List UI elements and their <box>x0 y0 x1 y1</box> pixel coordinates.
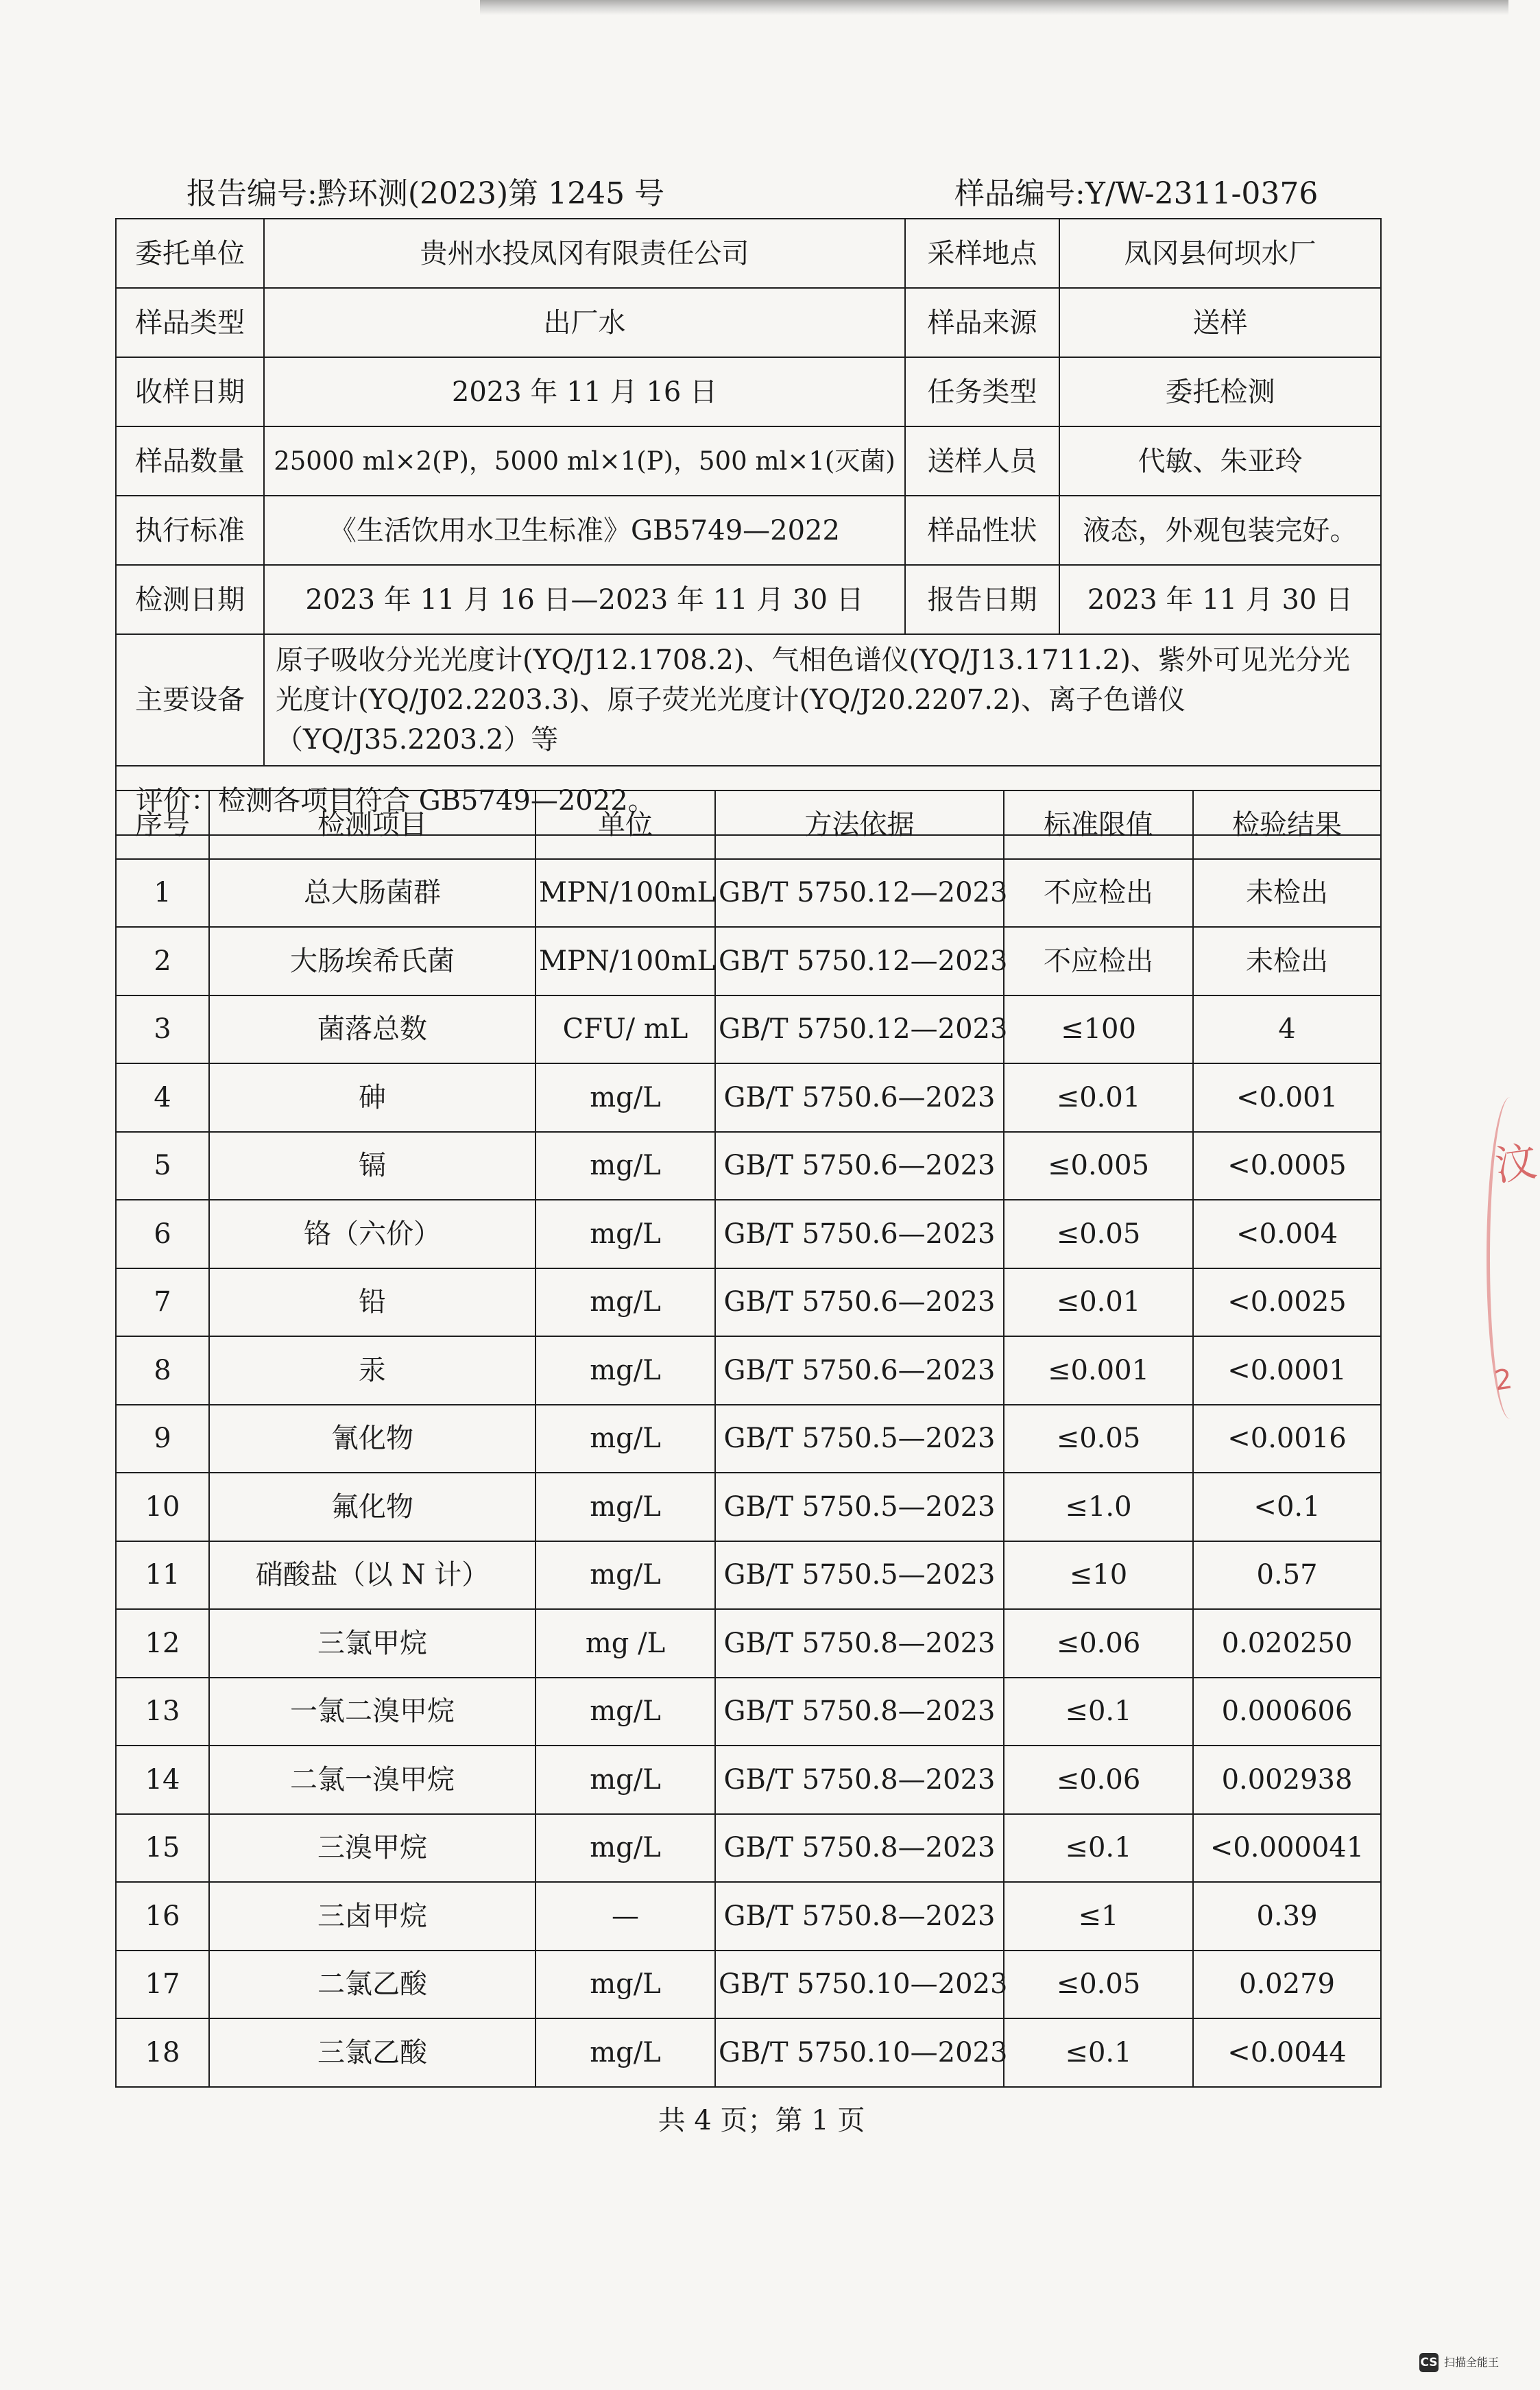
test-item-cell: 三卤甲烷 <box>209 1882 536 1951</box>
test-item-cell: 砷 <box>209 1063 536 1132</box>
report-date-value: 2023 年 11 月 30 日 <box>1059 565 1381 634</box>
table-row <box>116 1746 1381 1814</box>
table-row <box>116 1268 1381 1337</box>
test-item-cell: 二氯一溴甲烷 <box>209 1746 536 1814</box>
row-index-cell: 12 <box>116 1609 209 1678</box>
unit-cell: mg/L <box>536 1951 715 2019</box>
limit-cell: ≤0.01 <box>1004 1063 1193 1132</box>
unit-cell: mg/L <box>536 1541 715 1610</box>
method-cell: GB/T 5750.8—2023 <box>715 1609 1004 1678</box>
result-cell: 0.0279 <box>1193 1951 1381 2019</box>
unit-cell: mg/L <box>536 1473 715 1541</box>
condition-value: 液态，外观包装完好。 <box>1059 496 1381 565</box>
unit-cell: CFU/ mL <box>536 995 715 1064</box>
equipment-label: 主要设备 <box>116 634 264 766</box>
task-label: 任务类型 <box>905 357 1059 426</box>
scanner-name: 扫描全能王 <box>1444 2356 1500 2369</box>
unit-cell: — <box>536 1882 715 1951</box>
unit-cell: MPN/100mL <box>536 927 715 995</box>
limit-cell: ≤0.1 <box>1004 1814 1193 1883</box>
method-cell: GB/T 5750.8—2023 <box>715 1814 1004 1883</box>
row-index-cell: 8 <box>116 1336 209 1405</box>
method-cell: GB/T 5750.6—2023 <box>715 1268 1004 1337</box>
limit-cell: ≤0.05 <box>1004 1200 1193 1268</box>
row-index-cell: 7 <box>116 1268 209 1337</box>
limit-cell: ≤0.05 <box>1004 1951 1193 2019</box>
scan-edge-shadow <box>480 0 1508 15</box>
type-label: 样品类型 <box>116 288 264 357</box>
method-cell: GB/T 5750.10—2023 <box>715 2018 1004 2087</box>
result-cell: <0.0016 <box>1193 1405 1381 1473</box>
result-cell: <0.000041 <box>1193 1814 1381 1883</box>
report-date-label: 报告日期 <box>905 565 1059 634</box>
evaluation-text: 评价：检测各项目符合 GB5749—2022。 <box>116 766 1381 835</box>
unit-cell: mg/L <box>536 1268 715 1337</box>
source-label: 样品来源 <box>905 288 1059 357</box>
unit-cell: mg /L <box>536 1609 715 1678</box>
table-row <box>116 1473 1381 1541</box>
row-index-cell: 16 <box>116 1882 209 1951</box>
result-cell: <0.004 <box>1193 1200 1381 1268</box>
limit-cell: ≤0.001 <box>1004 1336 1193 1405</box>
result-cell: 未检出 <box>1193 859 1381 928</box>
method-cell: GB/T 5750.5—2023 <box>715 1473 1004 1541</box>
method-cell: GB/T 5750.12—2023 <box>715 995 1004 1064</box>
qty-label: 样品数量 <box>116 426 264 496</box>
unit-cell: MPN/100mL <box>536 859 715 928</box>
equipment-value: 原子吸收分光光度计(YQ/J12.1708.2)、气相色谱仪(YQ/J13.1711.2)、紫外可见光分光光度计(YQ/J02.2203.3)、原子荧光光度计(YQ/J20.2207.2)、离子色谱仪（YQ/J35.2203.2）等 <box>264 634 1381 766</box>
table-row <box>116 1063 1381 1132</box>
result-cell: 0.000606 <box>1193 1678 1381 1746</box>
table-row <box>116 1336 1381 1405</box>
row-index-cell: 4 <box>116 1063 209 1132</box>
limit-cell: ≤0.1 <box>1004 2018 1193 2087</box>
limit-cell: ≤0.05 <box>1004 1405 1193 1473</box>
method-cell: GB/T 5750.8—2023 <box>715 1678 1004 1746</box>
unit-cell: mg/L <box>536 2018 715 2087</box>
method-cell: GB/T 5750.8—2023 <box>715 1882 1004 1951</box>
test-item-cell: 镉 <box>209 1132 536 1200</box>
limit-cell: ≤10 <box>1004 1541 1193 1610</box>
header-cell: 序号 <box>116 790 209 859</box>
result-cell: <0.0005 <box>1193 1132 1381 1200</box>
test-item-cell: 氰化物 <box>209 1405 536 1473</box>
info-row-standard <box>116 496 1381 565</box>
client-label: 委托单位 <box>116 219 264 288</box>
row-index-cell: 6 <box>116 1200 209 1268</box>
result-cell: <0.1 <box>1193 1473 1381 1541</box>
result-cell: 4 <box>1193 995 1381 1064</box>
limit-cell: ≤0.1 <box>1004 1678 1193 1746</box>
result-cell: 未检出 <box>1193 927 1381 995</box>
method-cell: GB/T 5750.12—2023 <box>715 927 1004 995</box>
test-item-cell: 三氯乙酸 <box>209 2018 536 2087</box>
client-value: 贵州水投凤冈有限责任公司 <box>264 219 905 288</box>
test-item-cell: 一氯二溴甲烷 <box>209 1678 536 1746</box>
row-index-cell: 18 <box>116 2018 209 2087</box>
table-row <box>116 859 1381 928</box>
site-value: 凤冈县何坝水厂 <box>1059 219 1381 288</box>
limit-cell: ≤100 <box>1004 995 1193 1064</box>
test-item-cell: 硝酸盐（以 N 计） <box>209 1541 536 1610</box>
table-row <box>116 1541 1381 1610</box>
sender-value: 代敏、朱亚玲 <box>1059 426 1381 496</box>
info-row-dates <box>116 565 1381 634</box>
method-cell: GB/T 5750.6—2023 <box>715 1336 1004 1405</box>
method-cell: GB/T 5750.8—2023 <box>715 1746 1004 1814</box>
table-row <box>116 1132 1381 1200</box>
result-cell: <0.0025 <box>1193 1268 1381 1337</box>
info-row-received <box>116 357 1381 426</box>
header-cell: 单位 <box>536 790 715 859</box>
method-cell: GB/T 5750.6—2023 <box>715 1200 1004 1268</box>
method-cell: GB/T 5750.10—2023 <box>715 1951 1004 2019</box>
table-row <box>116 995 1381 1064</box>
table-row <box>116 1678 1381 1746</box>
limit-cell: ≤0.01 <box>1004 1268 1193 1337</box>
standard-value: 《生活饮用水卫生标准》GB5749—2022 <box>264 496 905 565</box>
results-header-row <box>116 790 1381 859</box>
unit-cell: mg/L <box>536 1678 715 1746</box>
source-value: 送样 <box>1059 288 1381 357</box>
seal-mark: 汶 <box>1492 1137 1540 1191</box>
info-row-client <box>116 219 1381 288</box>
row-index-cell: 14 <box>116 1746 209 1814</box>
test-date-label: 检测日期 <box>116 565 264 634</box>
table-row <box>116 2018 1381 2087</box>
test-item-cell: 总大肠菌群 <box>209 859 536 928</box>
info-row-type <box>116 288 1381 357</box>
header-cell: 方法依据 <box>715 790 1004 859</box>
test-results-table <box>115 790 1382 2088</box>
result-cell: <0.0044 <box>1193 2018 1381 2087</box>
test-date-value: 2023 年 11 月 16 日—2023 年 11 月 30 日 <box>264 565 905 634</box>
info-row-quantity <box>116 426 1381 496</box>
row-index-cell: 1 <box>116 859 209 928</box>
received-value: 2023 年 11 月 16 日 <box>264 357 905 426</box>
test-item-cell: 二氯乙酸 <box>209 1951 536 2019</box>
sample-info-table <box>115 218 1382 836</box>
info-row-equipment <box>116 634 1381 766</box>
test-item-cell: 汞 <box>209 1336 536 1405</box>
result-cell: <0.001 <box>1193 1063 1381 1132</box>
unit-cell: mg/L <box>536 1746 715 1814</box>
test-item-cell: 菌落总数 <box>209 995 536 1064</box>
header-cell: 标准限值 <box>1004 790 1193 859</box>
table-row <box>116 1882 1381 1951</box>
result-cell: <0.0001 <box>1193 1336 1381 1405</box>
sample-number: 样品编号:Y/W-2311-0376 <box>954 176 1319 211</box>
table-row <box>116 927 1381 995</box>
standard-label: 执行标准 <box>116 496 264 565</box>
unit-cell: mg/L <box>536 1336 715 1405</box>
scanner-watermark <box>1419 2353 1499 2372</box>
unit-cell: mg/L <box>536 1405 715 1473</box>
received-label: 收样日期 <box>116 357 264 426</box>
table-row <box>116 1951 1381 2019</box>
test-item-cell: 铬（六价） <box>209 1200 536 1268</box>
row-index-cell: 3 <box>116 995 209 1064</box>
result-cell: 0.020250 <box>1193 1609 1381 1678</box>
limit-cell: ≤0.005 <box>1004 1132 1193 1200</box>
test-item-cell: 三氯甲烷 <box>209 1609 536 1678</box>
header-cell: 检测项目 <box>209 790 536 859</box>
task-value: 委托检测 <box>1059 357 1381 426</box>
table-row <box>116 1609 1381 1678</box>
table-row <box>116 1405 1381 1473</box>
seal-mark: 2 <box>1492 1363 1515 1397</box>
results-body <box>116 790 1381 2087</box>
unit-cell: mg/L <box>536 1132 715 1200</box>
limit-cell: 不应检出 <box>1004 927 1193 995</box>
method-cell: GB/T 5750.12—2023 <box>715 859 1004 928</box>
qty-value: 25000 ml×2(P)，5000 ml×1(P)，500 ml×1(灭菌) <box>264 426 905 496</box>
row-index-cell: 9 <box>116 1405 209 1473</box>
row-index-cell: 17 <box>116 1951 209 2019</box>
test-item-cell: 大肠埃希氏菌 <box>209 927 536 995</box>
row-index-cell: 5 <box>116 1132 209 1200</box>
scanner-logo-icon: CS <box>1419 2353 1439 2372</box>
header-cell: 检验结果 <box>1193 790 1381 859</box>
method-cell: GB/T 5750.6—2023 <box>715 1132 1004 1200</box>
method-cell: GB/T 5750.6—2023 <box>715 1063 1004 1132</box>
condition-label: 样品性状 <box>905 496 1059 565</box>
test-item-cell: 氟化物 <box>209 1473 536 1541</box>
unit-cell: mg/L <box>536 1814 715 1883</box>
test-item-cell: 三溴甲烷 <box>209 1814 536 1883</box>
row-index-cell: 11 <box>116 1541 209 1610</box>
unit-cell: mg/L <box>536 1200 715 1268</box>
limit-cell: ≤0.06 <box>1004 1609 1193 1678</box>
test-item-cell: 铅 <box>209 1268 536 1337</box>
table-row <box>116 1814 1381 1883</box>
row-index-cell: 10 <box>116 1473 209 1541</box>
limit-cell: ≤1.0 <box>1004 1473 1193 1541</box>
limit-cell: ≤0.06 <box>1004 1746 1193 1814</box>
result-cell: 0.57 <box>1193 1541 1381 1610</box>
method-cell: GB/T 5750.5—2023 <box>715 1405 1004 1473</box>
type-value: 出厂水 <box>264 288 905 357</box>
table-row <box>116 1200 1381 1268</box>
site-label: 采样地点 <box>905 219 1059 288</box>
result-cell: 0.39 <box>1193 1882 1381 1951</box>
report-number: 报告编号:黔环测(2023)第 1245 号 <box>187 176 665 211</box>
unit-cell: mg/L <box>536 1063 715 1132</box>
page-footer: 共 4 页；第 1 页 <box>658 2105 865 2136</box>
limit-cell: 不应检出 <box>1004 859 1193 928</box>
sender-label: 送样人员 <box>905 426 1059 496</box>
limit-cell: ≤1 <box>1004 1882 1193 1951</box>
result-cell: 0.002938 <box>1193 1746 1381 1814</box>
method-cell: GB/T 5750.5—2023 <box>715 1541 1004 1610</box>
row-index-cell: 15 <box>116 1814 209 1883</box>
row-index-cell: 13 <box>116 1678 209 1746</box>
row-index-cell: 2 <box>116 927 209 995</box>
